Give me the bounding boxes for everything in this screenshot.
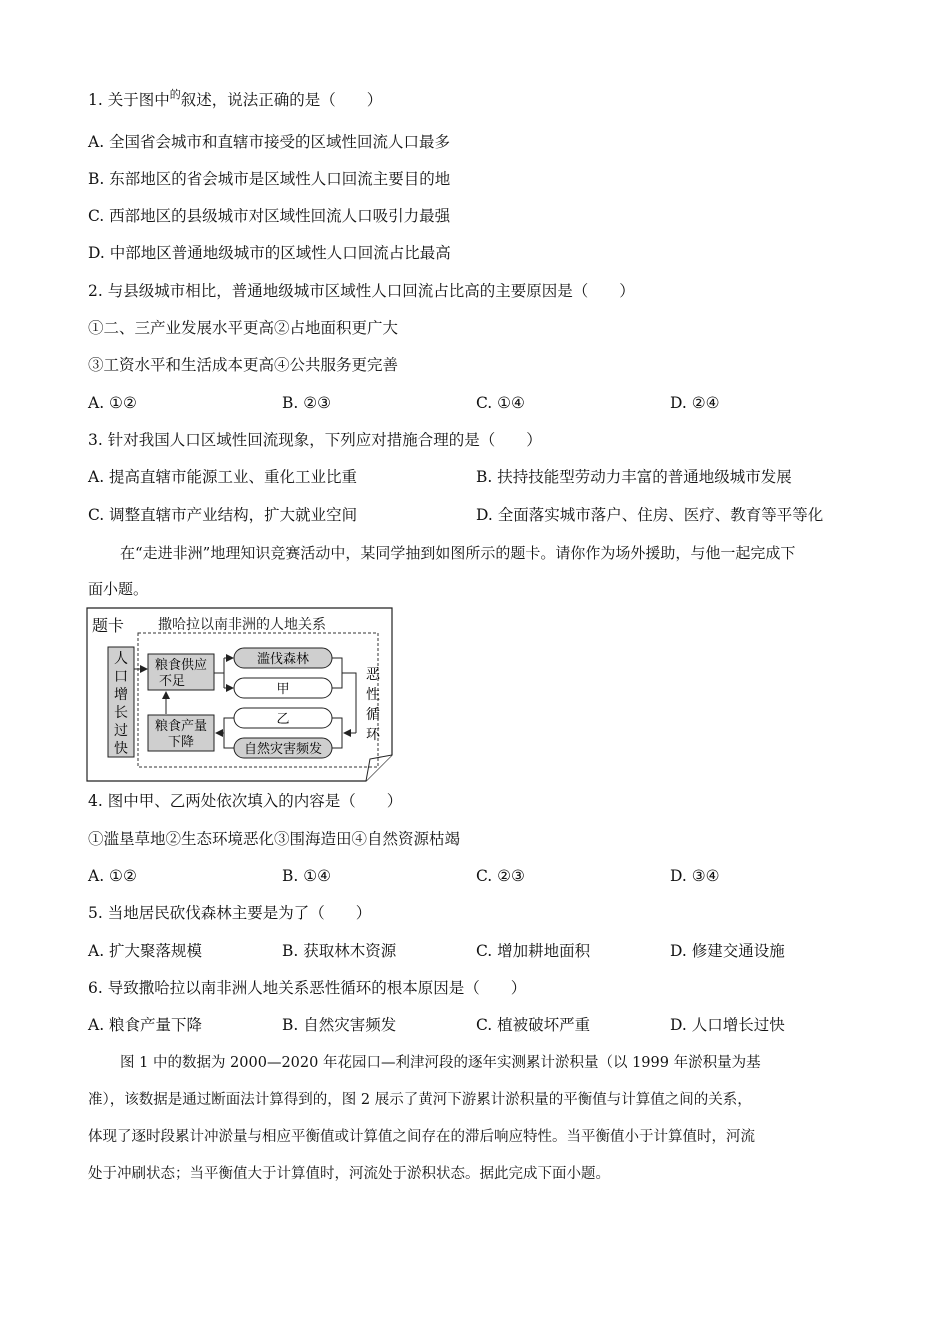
disaster-label: 自然灾害频发 bbox=[243, 742, 323, 757]
intro-river-line2: 准），该数据是通过断面法计算得到的，图 2 展示了黄河下游累计淤积量的平衡值与计算值之间的关系， bbox=[88, 1092, 752, 1108]
q2-statements-1: ①二、三产业发展水平更高②占地面积更广大 bbox=[88, 319, 399, 337]
deforest-label: 滥伐森林 bbox=[256, 652, 310, 667]
jia-label: 甲 bbox=[276, 682, 290, 697]
q4-statements: ①滥垦草地②生态环境恶化③围海造田④自然资源枯竭 bbox=[88, 830, 461, 848]
q3-option-c: C. 调整直辖市产业结构，扩大就业空间 bbox=[88, 506, 358, 524]
q6-option-c: C. 植被破坏严重 bbox=[476, 1016, 591, 1034]
q6-option-d: D. 人口增长过快 bbox=[670, 1016, 785, 1034]
q4-option-a: A. ①② bbox=[88, 867, 137, 885]
q4-option-c: C. ②③ bbox=[476, 867, 525, 885]
q3-option-a: A. 提高直辖市能源工业、重化工业比重 bbox=[88, 468, 358, 486]
q4-option-b: B. ①④ bbox=[282, 867, 332, 885]
q1-option-a: A. 全国省会城市和直辖市接受的区域性回流人口最多 bbox=[88, 133, 451, 151]
diagram-title: 撒哈拉以南非洲的人地关系 bbox=[158, 617, 326, 633]
population-char-3: 增 bbox=[114, 687, 128, 703]
q5-option-a: A. 扩大聚落规模 bbox=[88, 942, 203, 960]
q1-option-c: C. 西部地区的县级城市对区域性回流人口吸引力最强 bbox=[88, 207, 451, 225]
q6-option-a: A. 粮食产量下降 bbox=[88, 1016, 203, 1034]
population-char-4: 长 bbox=[114, 705, 128, 721]
q2-option-d: D. ②④ bbox=[670, 394, 720, 412]
food-output-line1: 粮食产量 bbox=[154, 719, 208, 734]
q6-stem: 6. 导致撒哈拉以南非洲人地关系恶性循环的根本原因是（ ） bbox=[88, 979, 527, 997]
intro-africa-line2: 面小题。 bbox=[88, 580, 149, 598]
q1-option-d: D. 中部地区普通地级城市的区域性人口回流占比最高 bbox=[88, 244, 451, 262]
q2-stem: 2. 与县级城市相比，普通地级城市区域性人口回流占比高的主要原因是（ ） bbox=[88, 282, 635, 300]
q5-option-c: C. 增加耕地面积 bbox=[476, 942, 591, 960]
q5-stem: 5. 当地居民砍伐森林主要是为了（ ） bbox=[88, 904, 372, 922]
q3-option-b: B. 扶持技能型劳动力丰富的普通地级城市发展 bbox=[476, 468, 792, 486]
intro-river-line1: 图 1 中的数据为 2000—2020 年花园口—利津河段的逐年实测累计淤积量（以 1999 年淤积量为基 bbox=[120, 1055, 761, 1071]
population-char-2: 口 bbox=[114, 669, 128, 685]
vicious-char-4: 环 bbox=[366, 727, 380, 743]
q1-option-b: B. 东部地区的省会城市是区域性人口回流主要目的地 bbox=[88, 170, 451, 188]
q6-option-b: B. 自然灾害频发 bbox=[282, 1016, 397, 1034]
vicious-char-1: 恶 bbox=[366, 667, 380, 683]
vicious-char-2: 性 bbox=[366, 687, 380, 703]
q1-stem: 1. 关于图中$^的$叙述，说法正确的是（ ） bbox=[88, 88, 383, 109]
q5-option-d: D. 修建交通设施 bbox=[670, 942, 785, 960]
q4-stem: 4. 图中甲、乙两处依次填入的内容是（ ） bbox=[88, 792, 403, 810]
q5-option-b: B. 获取林木资源 bbox=[282, 942, 397, 960]
food-supply-line1: 粮食供应 bbox=[154, 658, 208, 673]
vicious-char-3: 循 bbox=[366, 707, 380, 723]
intro-river-line3: 体现了逐时段累计冲淤量与相应平衡值或计算值之间存在的滞后响应特性。当平衡值小于计算值时，河流 bbox=[88, 1129, 755, 1145]
q2-statements-2: ③工资水平和生活成本更高④公共服务更完善 bbox=[88, 356, 399, 374]
intro-africa-line1: 在“走进非洲”地理知识竞赛活动中，某同学抽到如图所示的题卡。请你作为场外援助，与他一起完成下 bbox=[120, 544, 796, 562]
q3-stem: 3. 针对我国人口区域性回流现象，下列应对措施合理的是（ ） bbox=[88, 431, 542, 449]
food-output-line2: 下降 bbox=[167, 735, 195, 750]
population-char-5: 过 bbox=[114, 723, 128, 739]
population-char-1: 人 bbox=[114, 651, 128, 667]
q2-option-b: B. ②③ bbox=[282, 394, 332, 412]
q2-option-c: C. ①④ bbox=[476, 394, 525, 412]
yi-label: 乙 bbox=[276, 712, 290, 727]
intro-river-line4: 处于冲刷状态；当平衡值大于计算值时，河流处于淤积状态。据此完成下面小题。 bbox=[88, 1166, 610, 1182]
population-char-6: 快 bbox=[114, 741, 128, 757]
q2-option-a: A. ①② bbox=[88, 394, 137, 412]
food-supply-line2: 不足 bbox=[158, 674, 186, 689]
card-label: 题卡 bbox=[92, 616, 125, 635]
question-card-diagram bbox=[86, 607, 396, 783]
q4-option-d: D. ③④ bbox=[670, 867, 720, 885]
q3-option-d: D. 全面落实城市落户、住房、医疗、教育等平等化 bbox=[476, 506, 824, 524]
